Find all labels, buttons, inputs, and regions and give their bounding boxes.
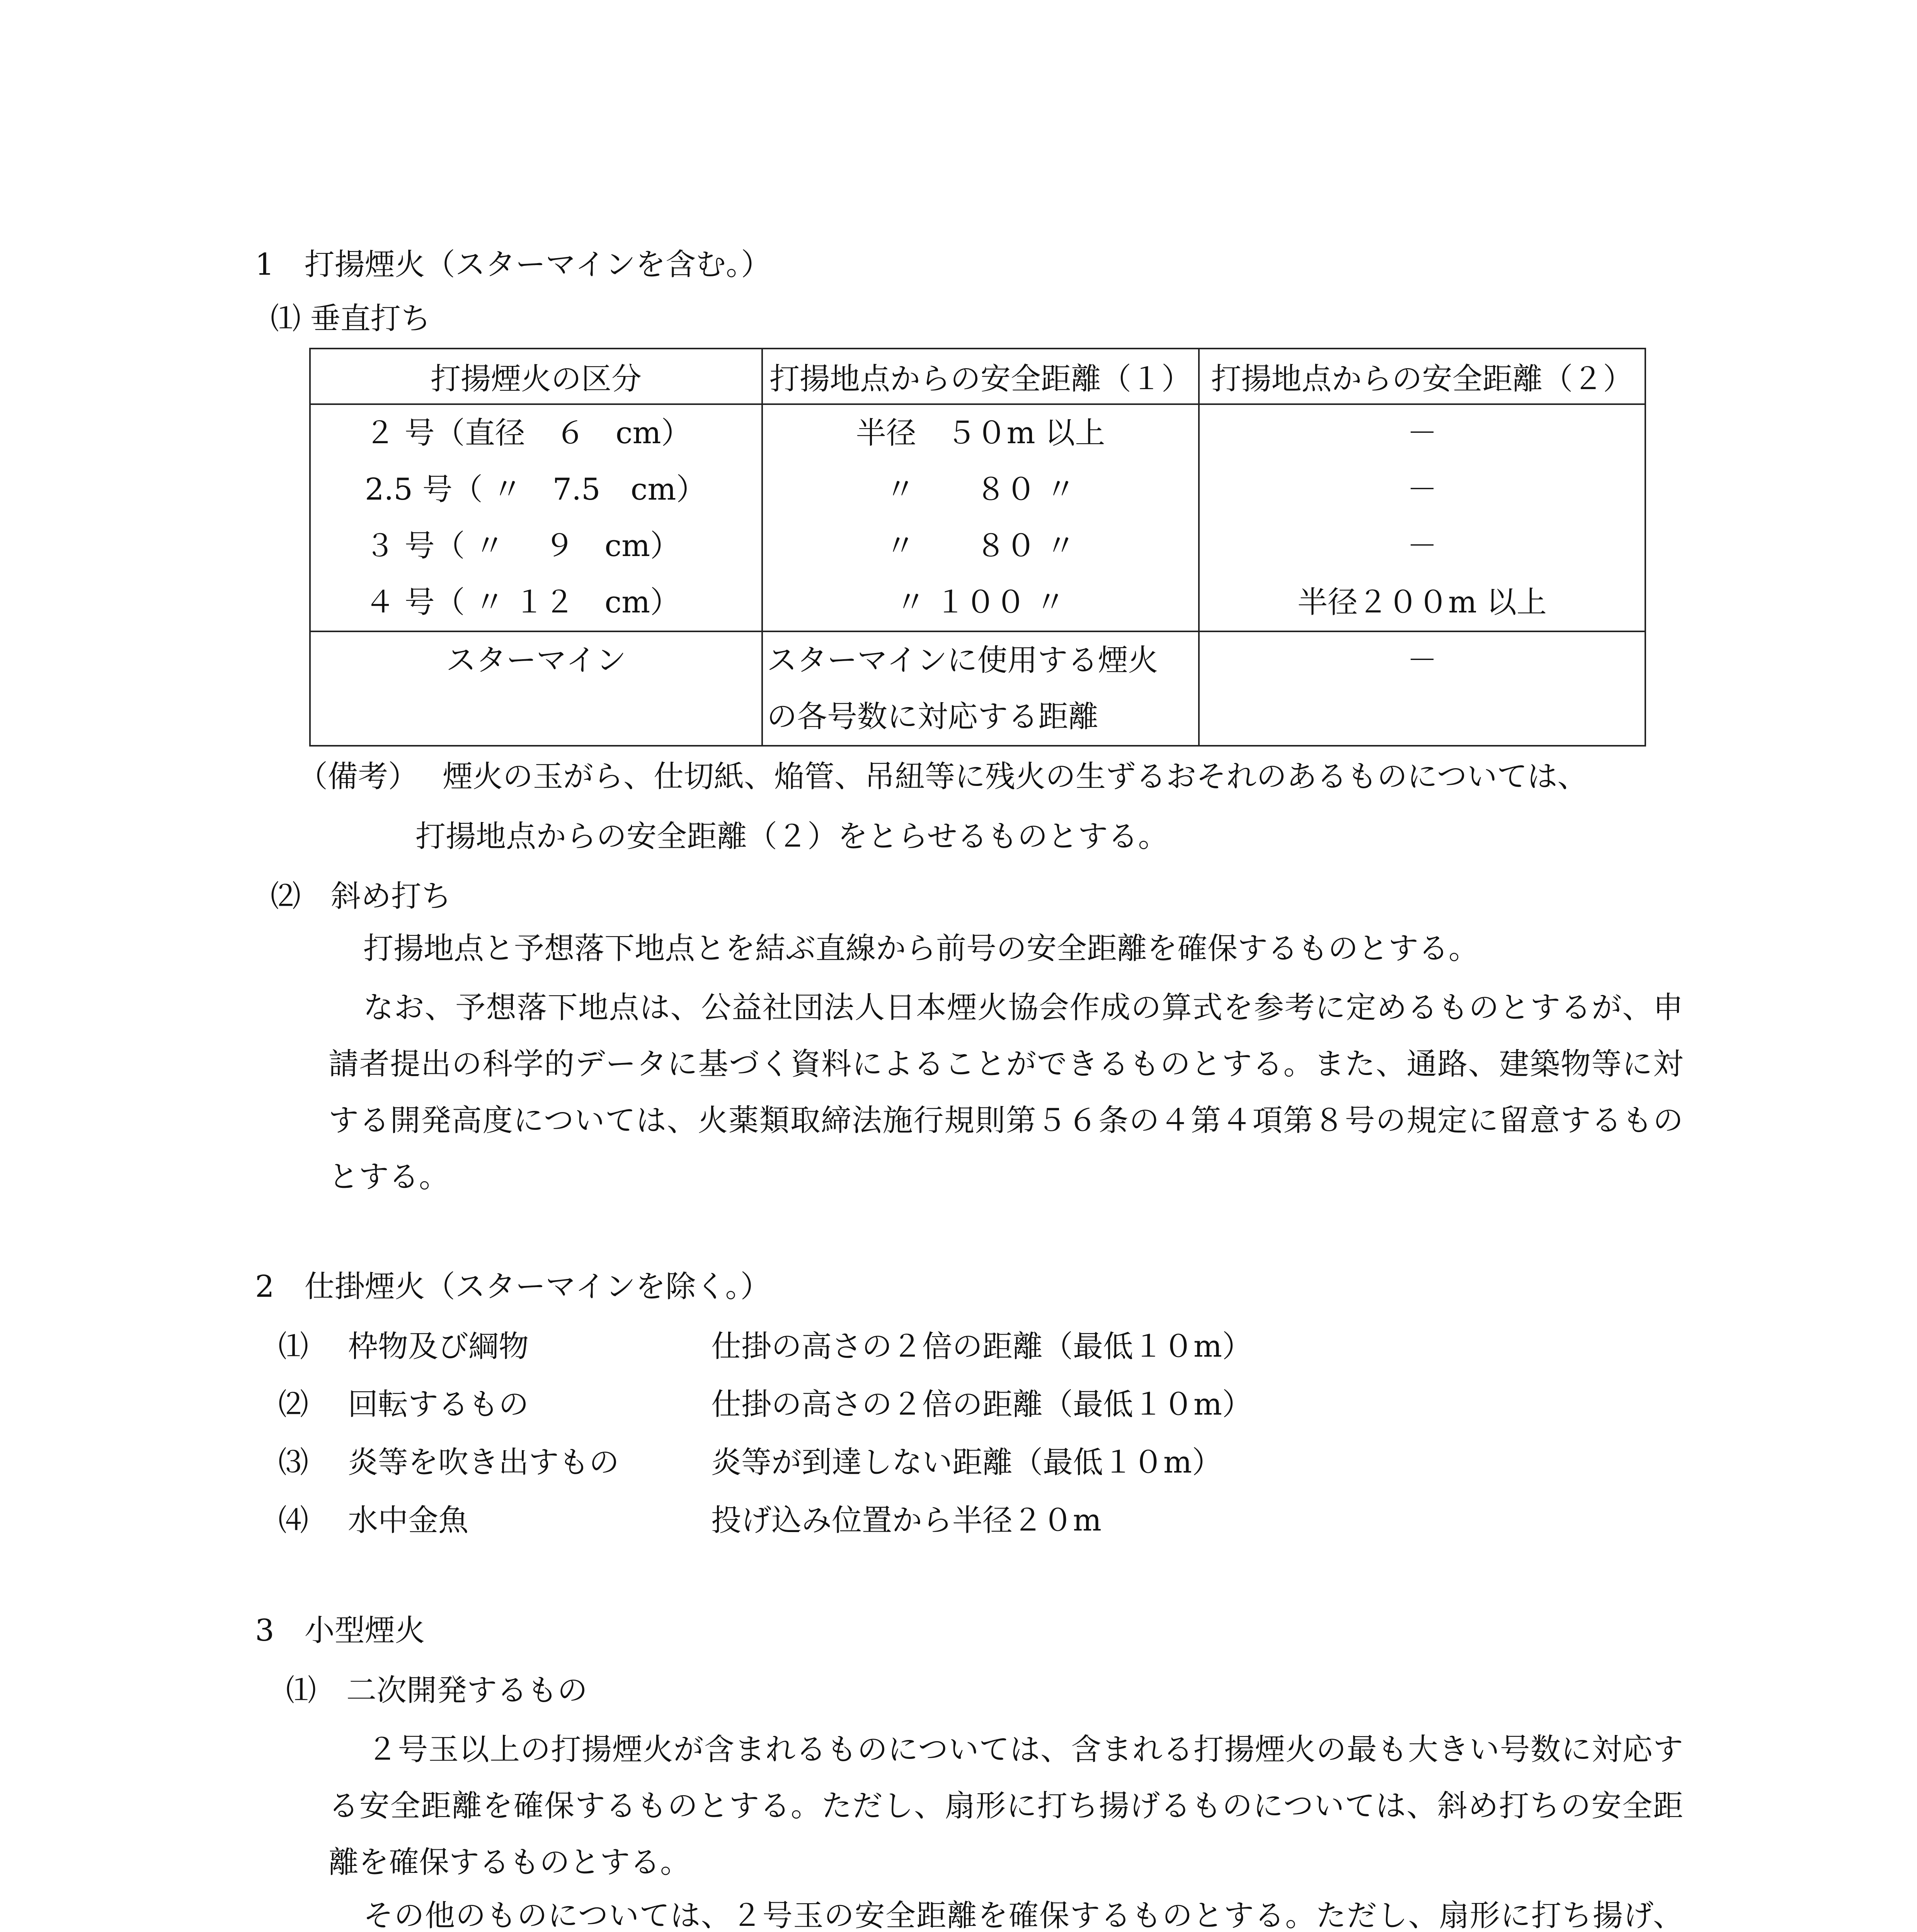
- item-name: 回転するもの: [348, 1387, 529, 1422]
- table-cell-distance-1: [762, 404, 1199, 631]
- section1-sub2-para2: なお、予想落下地点は、公益社団法人日本煙火協会作成の算式を参考に定めるものとするが、申請者提出の科学的データに基づく資料によることができるものとする。また、通路、建築物等に対する開発高度については、火薬類取締法施行規則第５６条の４第４項第８号の規定に留意するものとする。: [329, 990, 1683, 1194]
- distance2-2gou: －: [1407, 416, 1437, 451]
- table-row-starmine: [310, 631, 1645, 746]
- category-4gou: ４ 号（ 〃 １２ cm）: [365, 585, 681, 620]
- remark-line1: 煙火の玉がら、仕切紙、焔管、吊紐等に残火の生ずるおそれのあるものについては、: [443, 759, 1588, 794]
- section2-heading: 2 仕掛煙火（スターマインを除く。）: [255, 1269, 771, 1304]
- item-name: 枠物及び綱物: [348, 1329, 529, 1364]
- distance1-2-5gou: 〃 ８０ 〃: [885, 472, 1076, 507]
- distance1-2gou: 半径 ５０m 以上: [856, 416, 1105, 451]
- item-number: ⑶: [278, 1445, 309, 1480]
- item-value: 炎等が到達しない距離（最低１０m）: [711, 1445, 1222, 1480]
- table-cell-category: [310, 404, 762, 631]
- safety-distance-table: [309, 348, 1646, 747]
- distance1-3gou: 〃 ８０ 〃: [885, 529, 1076, 563]
- category-2-5gou: 2.5 号（ 〃 7.5 cm）: [365, 472, 707, 507]
- category-3gou: ３ 号（ 〃 ９ cm）: [365, 529, 681, 563]
- section1-sub2-heading: ⑵ 斜め打ち: [271, 879, 452, 914]
- item-name: 炎等を吹き出すもの: [348, 1445, 620, 1480]
- table-header-distance-2: 打揚地点からの安全距離（２）: [1199, 349, 1645, 404]
- item-number: ⑴: [278, 1329, 309, 1364]
- category-2gou: ２ 号（直径 ６ cm）: [365, 416, 691, 451]
- item-name: 水中金魚: [348, 1503, 469, 1538]
- section3-sub1-heading: ⑴ 二次開発するもの: [286, 1673, 588, 1708]
- table-cell-starmine: [310, 631, 762, 746]
- item-value: 仕掛の高さの２倍の距離（最低１０m）: [711, 1387, 1252, 1422]
- distance2-4gou: 半径２００m 以上: [1297, 585, 1547, 620]
- section1-sub2-para1: 打揚地点と予想落下地点とを結ぶ直線から前号の安全距離を確保するものとする。: [363, 931, 1479, 966]
- section3-sub1-para1: ２号玉以上の打揚煙火が含まれるものについては、含まれる打揚煙火の最も大きい号数に対応する安全距離を確保するものとする。ただし、扇形に打ち揚げるものについては、斜め打ちの安全距離を確保するものとする。: [329, 1732, 1683, 1880]
- table-row: [310, 404, 1645, 631]
- table-header-category: 打揚煙火の区分: [310, 349, 762, 404]
- section3-sub1-para2: その他のものについては、２号玉の安全距離を確保するものとする。ただし、扇形に打ち揚げ、: [363, 1898, 1683, 1932]
- table-cell-starmine-distance-1: [762, 631, 1199, 746]
- starmine-distance-line1: スターマインに使用する煙火: [767, 643, 1158, 678]
- section3-heading: 3 小型煙火: [255, 1613, 425, 1648]
- table-header-row: [310, 349, 1645, 404]
- starmine-distance-line2: の各号数に対応する距離: [767, 699, 1099, 734]
- section1-sub1-heading: ⑴ 垂直打ち: [271, 301, 431, 336]
- starmine-distance-2: －: [1407, 643, 1437, 678]
- item-value: 投げ込み位置から半径２０m: [711, 1503, 1102, 1538]
- section1-heading: 1 打揚煙火（スターマインを含む。）: [255, 247, 771, 282]
- table-header-distance-1: 打揚地点からの安全距離（１）: [762, 349, 1199, 404]
- remark-label: （備考）: [298, 759, 419, 794]
- item-number: ⑷: [278, 1503, 309, 1538]
- remark-line2: 打揚地点からの安全距離（２）をとらせるものとする。: [415, 819, 1168, 854]
- table-cell-distance-2: [1199, 404, 1645, 631]
- starmine-label: スターマイン: [446, 643, 627, 678]
- distance1-4gou: 〃 １００ 〃: [896, 585, 1066, 620]
- item-value: 仕掛の高さの２倍の距離（最低１０m）: [711, 1329, 1252, 1364]
- table-cell-starmine-distance-2: [1199, 631, 1645, 746]
- distance2-2-5gou: －: [1407, 472, 1437, 507]
- item-number: ⑵: [278, 1387, 309, 1422]
- distance2-3gou: －: [1407, 529, 1437, 563]
